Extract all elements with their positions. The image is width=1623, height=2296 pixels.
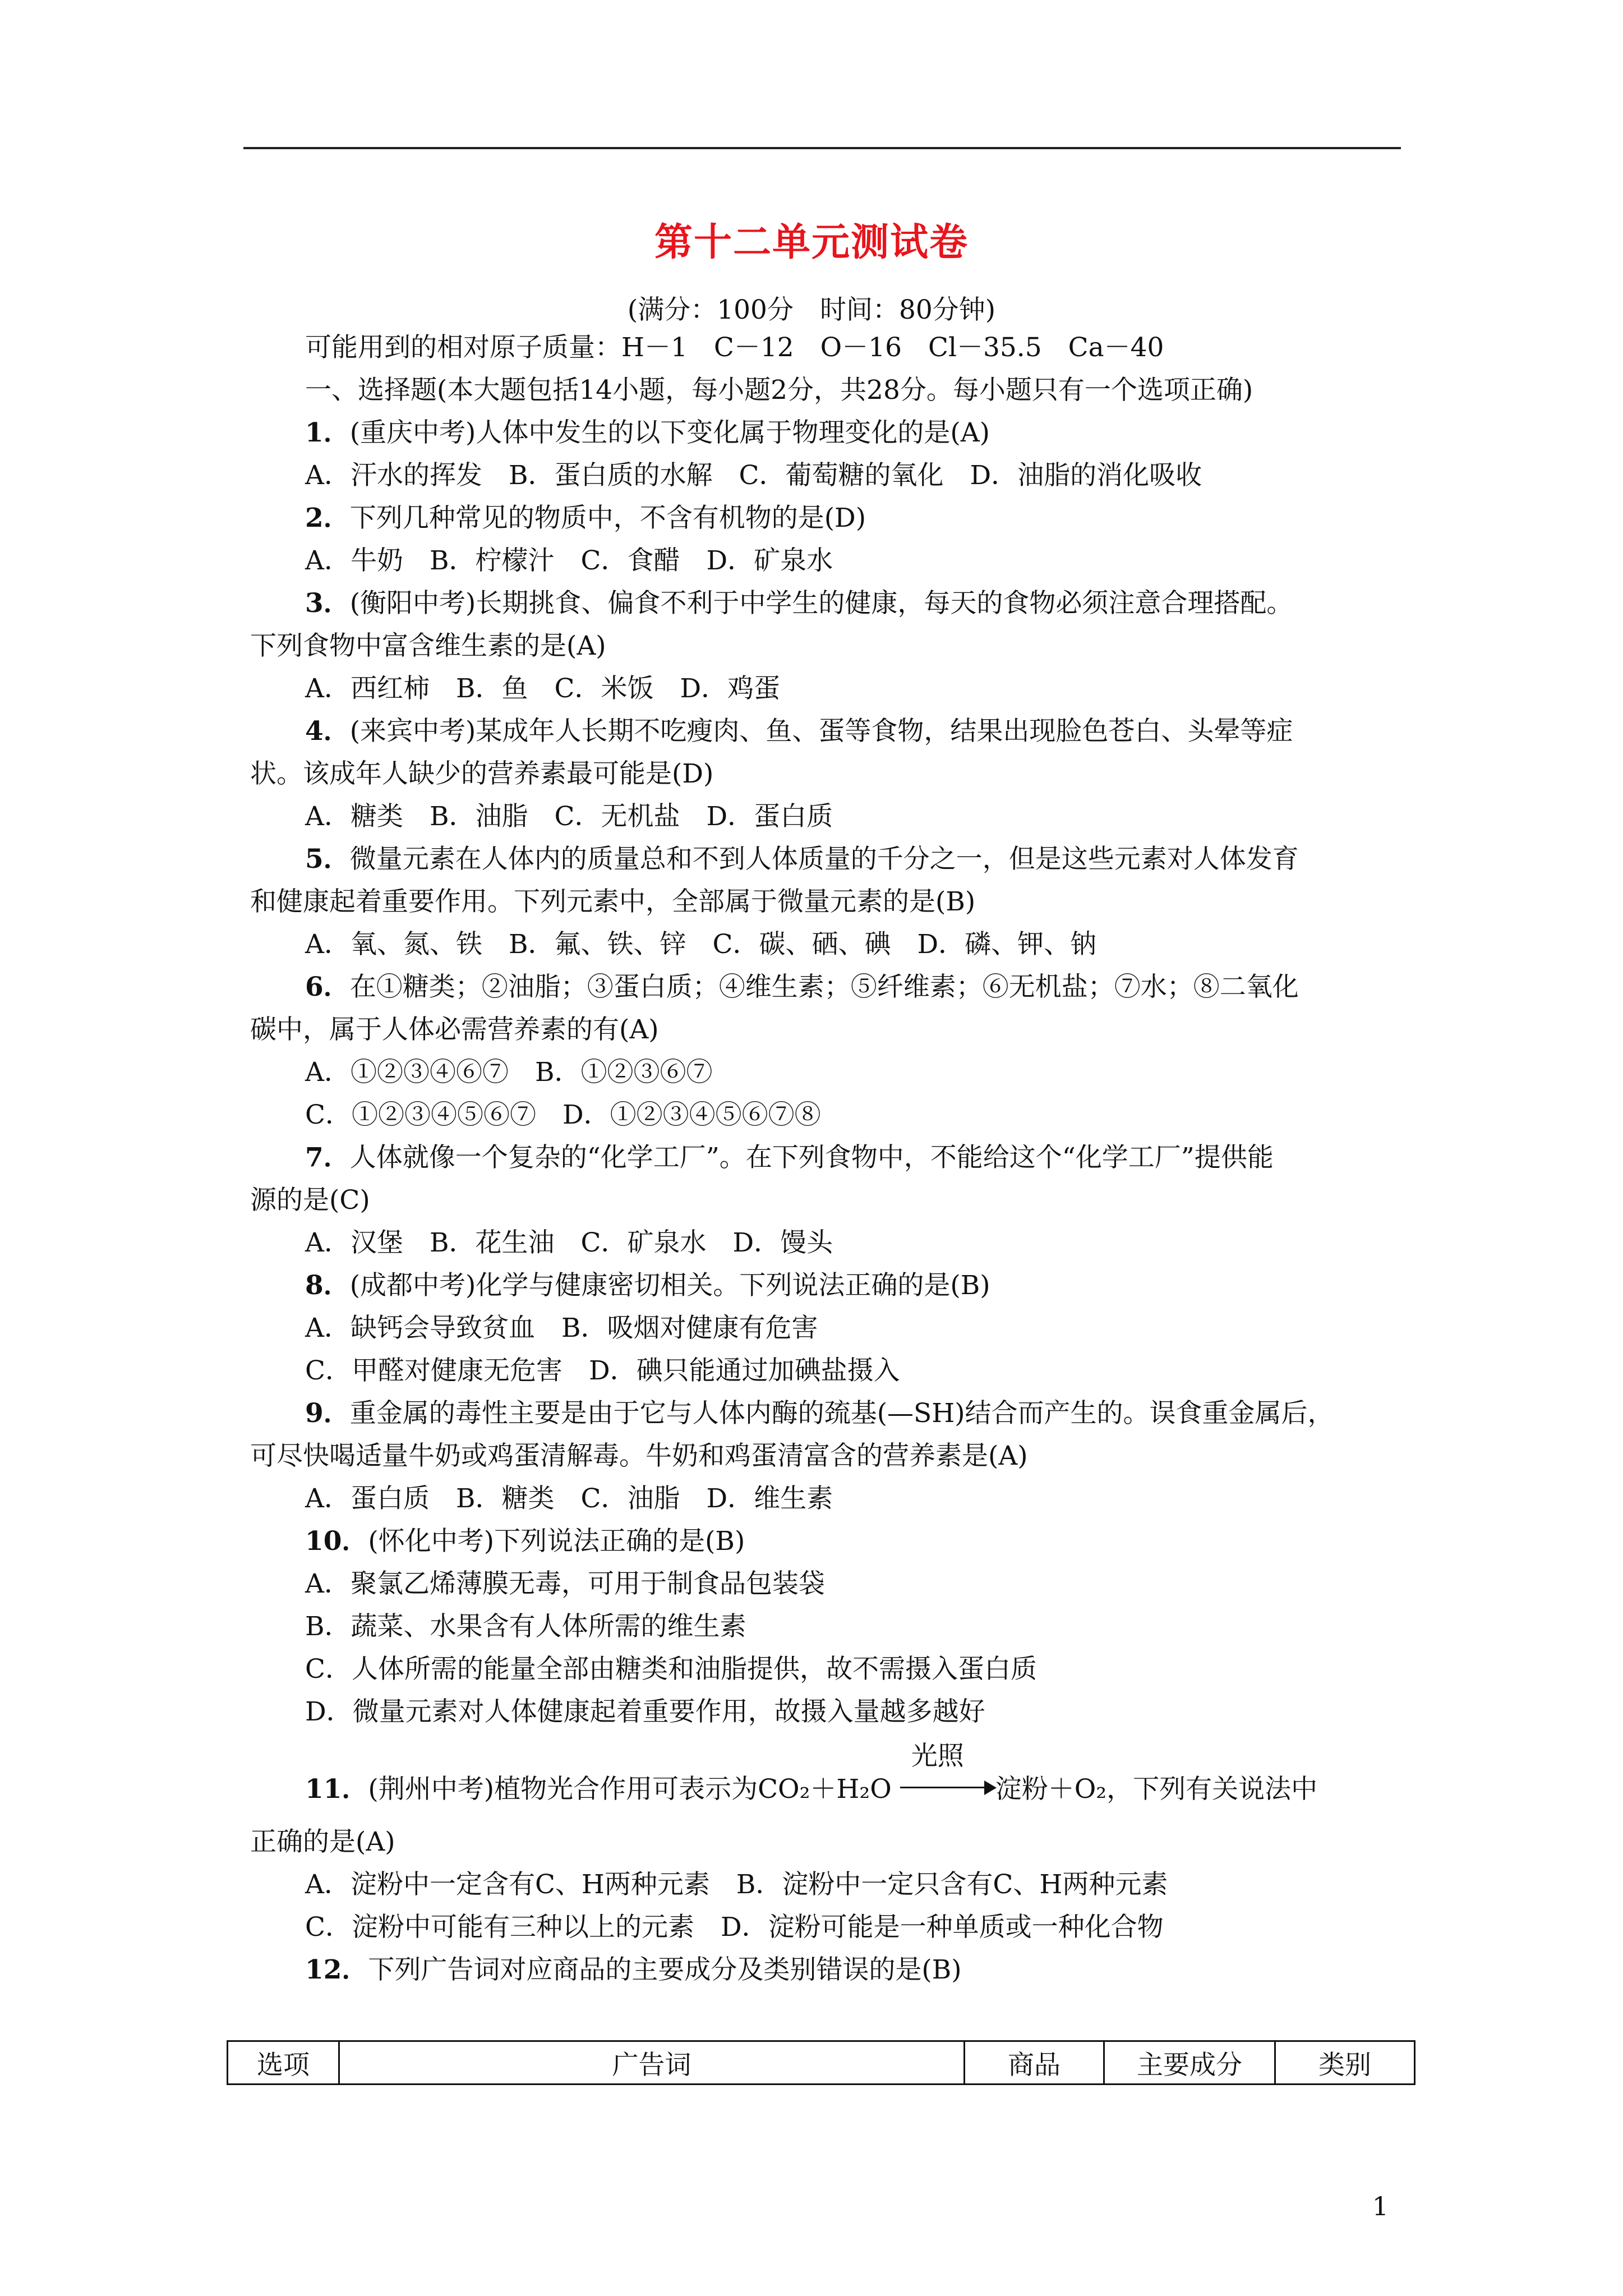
header-rule [243, 147, 1401, 149]
question-12: 12．下列广告词对应商品的主要成分及类别错误的是(B) [305, 1953, 962, 1987]
options-11b: C．淀粉中可能有三种以上的元素 D．淀粉可能是一种单质或一种化合物 [305, 1912, 1164, 1943]
options-9: A．蛋白质 B．糖类 C．油脂 D．维生素 [305, 1483, 833, 1514]
option-10d: D．微量元素对人体健康起着重要作用，故摄入量越多越好 [305, 1696, 985, 1727]
table-header: 主要成分 [1104, 2041, 1275, 2085]
options-11a: A．淀粉中一定含有C、H两种元素 B．淀粉中一定只含有C、H两种元素 [305, 1869, 1168, 1900]
answer-6: A [629, 1014, 649, 1045]
answer-1: A [960, 417, 980, 448]
answer-4: D [682, 758, 704, 789]
answer-12: B [932, 1954, 952, 1985]
question-1: 1．(重庆中考)人体中发生的以下变化属于物理变化的是(A) [305, 416, 990, 450]
options-6b: C．①②③④⑤⑥⑦ D．①②③④⑤⑥⑦⑧ [305, 1099, 821, 1130]
question-7-cont: 源的是(C) [250, 1184, 370, 1217]
answer-9: A [998, 1441, 1018, 1471]
answer-8: B [960, 1270, 980, 1301]
options-3: A．西红柿 B．鱼 C．米饭 D．鸡蛋 [305, 673, 781, 704]
question-11-cont: 正确的是(A) [250, 1825, 395, 1859]
question-6-cont: 碳中，属于人体必需营养素的有(A) [250, 1013, 659, 1047]
options-1: A．汗水的挥发 B．蛋白质的水解 C．葡萄糖的氧化 D．油脂的消化吸收 [305, 460, 1202, 491]
atomic-mass-line: 可能用到的相对原子质量：H－1 C－12 O－16 Cl－35.5 Ca－40 [305, 332, 1164, 363]
exam-info: (满分：100分 时间：80分钟) [627, 295, 996, 325]
question-10: 10．(怀化中考)下列说法正确的是(B) [305, 1525, 745, 1558]
answer-3: A [577, 631, 596, 661]
question-7: 7．人体就像一个复杂的“化学工厂”。在下列食物中，不能给这个“化学工厂”提供能 [305, 1142, 1274, 1173]
question-3: 3．(衡阳中考)长期挑食、偏食不利于中学生的健康，每天的食物必须注意合理搭配。 [305, 588, 1293, 619]
table-header-row [228, 2041, 1415, 2085]
options-8a: A．缺钙会导致贫血 B．吸烟对健康有危害 [305, 1313, 818, 1343]
ad-table [227, 2040, 1415, 2085]
option-10b: B．蔬菜、水果含有人体所需的维生素 [305, 1611, 746, 1642]
question-8: 8．(成都中考)化学与健康密切相关。下列说法正确的是(B) [305, 1269, 990, 1303]
section-header: 一、选择题(本大题包括14小题，每小题2分，共28分。每小题只有一个选项正确) [305, 375, 1253, 406]
table-header: 广告词 [339, 2041, 965, 2085]
table-header: 选项 [228, 2041, 339, 2085]
question-9: 9．重金属的毒性主要是由于它与人体内酶的巯基(—SH)结合而产生的。误食重金属后， [305, 1398, 1334, 1429]
options-5: A．氧、氮、铁 B．氟、铁、锌 C．碳、硒、碘 D．磷、钾、钠 [305, 929, 1097, 960]
table-header: 商品 [965, 2041, 1104, 2085]
reaction-condition: 光照 [911, 1741, 964, 1772]
option-10c: C．人体所需的能量全部由糖类和油脂提供，故不需摄入蛋白质 [305, 1654, 1037, 1685]
answer-2: D [834, 503, 856, 533]
page-number: 1 [1372, 2191, 1389, 2221]
table-header: 类别 [1275, 2041, 1415, 2085]
reaction-arrow [900, 1741, 995, 1808]
answer-11: A [366, 1826, 385, 1857]
question-2: 2．下列几种常见的物质中，不含有机物的是(D) [305, 501, 866, 535]
answer-10: B [715, 1526, 735, 1557]
options-2: A．牛奶 B．柠檬汁 C．食醋 D．矿泉水 [305, 545, 833, 576]
question-5: 5．微量元素在人体内的质量总和不到人体质量的千分之一，但是这些元素对人体发育 [305, 844, 1299, 875]
question-4-cont: 状。该成年人缺少的营养素最可能是(D) [250, 757, 713, 791]
options-4: A．糖类 B．油脂 C．无机盐 D．蛋白质 [305, 801, 833, 832]
question-9-cont: 可尽快喝适量牛奶或鸡蛋清解毒。牛奶和鸡蛋清富含的营养素是(A) [250, 1439, 1028, 1473]
question-3-cont: 下列食物中富含维生素的是(A) [250, 629, 606, 663]
options-6a: A．①②③④⑥⑦ B．①②③⑥⑦ [305, 1057, 713, 1088]
answer-7: C [339, 1185, 360, 1216]
question-4: 4．(来宾中考)某成年人长期不吃瘦肉、鱼、蛋等食物，结果出现脸色苍白、头晕等症 [305, 716, 1293, 747]
options-7: A．汉堡 B．花生油 C．矿泉水 D．馒头 [305, 1227, 833, 1258]
question-5-cont: 和健康起着重要作用。下列元素中，全部属于微量元素的是(B) [250, 885, 975, 919]
option-10a: A．聚氯乙烯薄膜无毒，可用于制食品包装袋 [305, 1568, 825, 1599]
question-11: 11．(荆州中考)植物光合作用可表示为CO₂＋H₂O 光照 淀粉＋O₂，下列有关说法中 [305, 1773, 1317, 1808]
question-6: 6．在①糖类；②油脂；③蛋白质；④维生素；⑤纤维素；⑥无机盐；⑦水；⑧二氧化 [305, 972, 1299, 1002]
answer-5: B [946, 886, 965, 917]
page-title: 第十二单元测试卷 [654, 220, 969, 265]
options-8b: C．甲醛对健康无危害 D．碘只能通过加碘盐摄入 [305, 1355, 900, 1386]
